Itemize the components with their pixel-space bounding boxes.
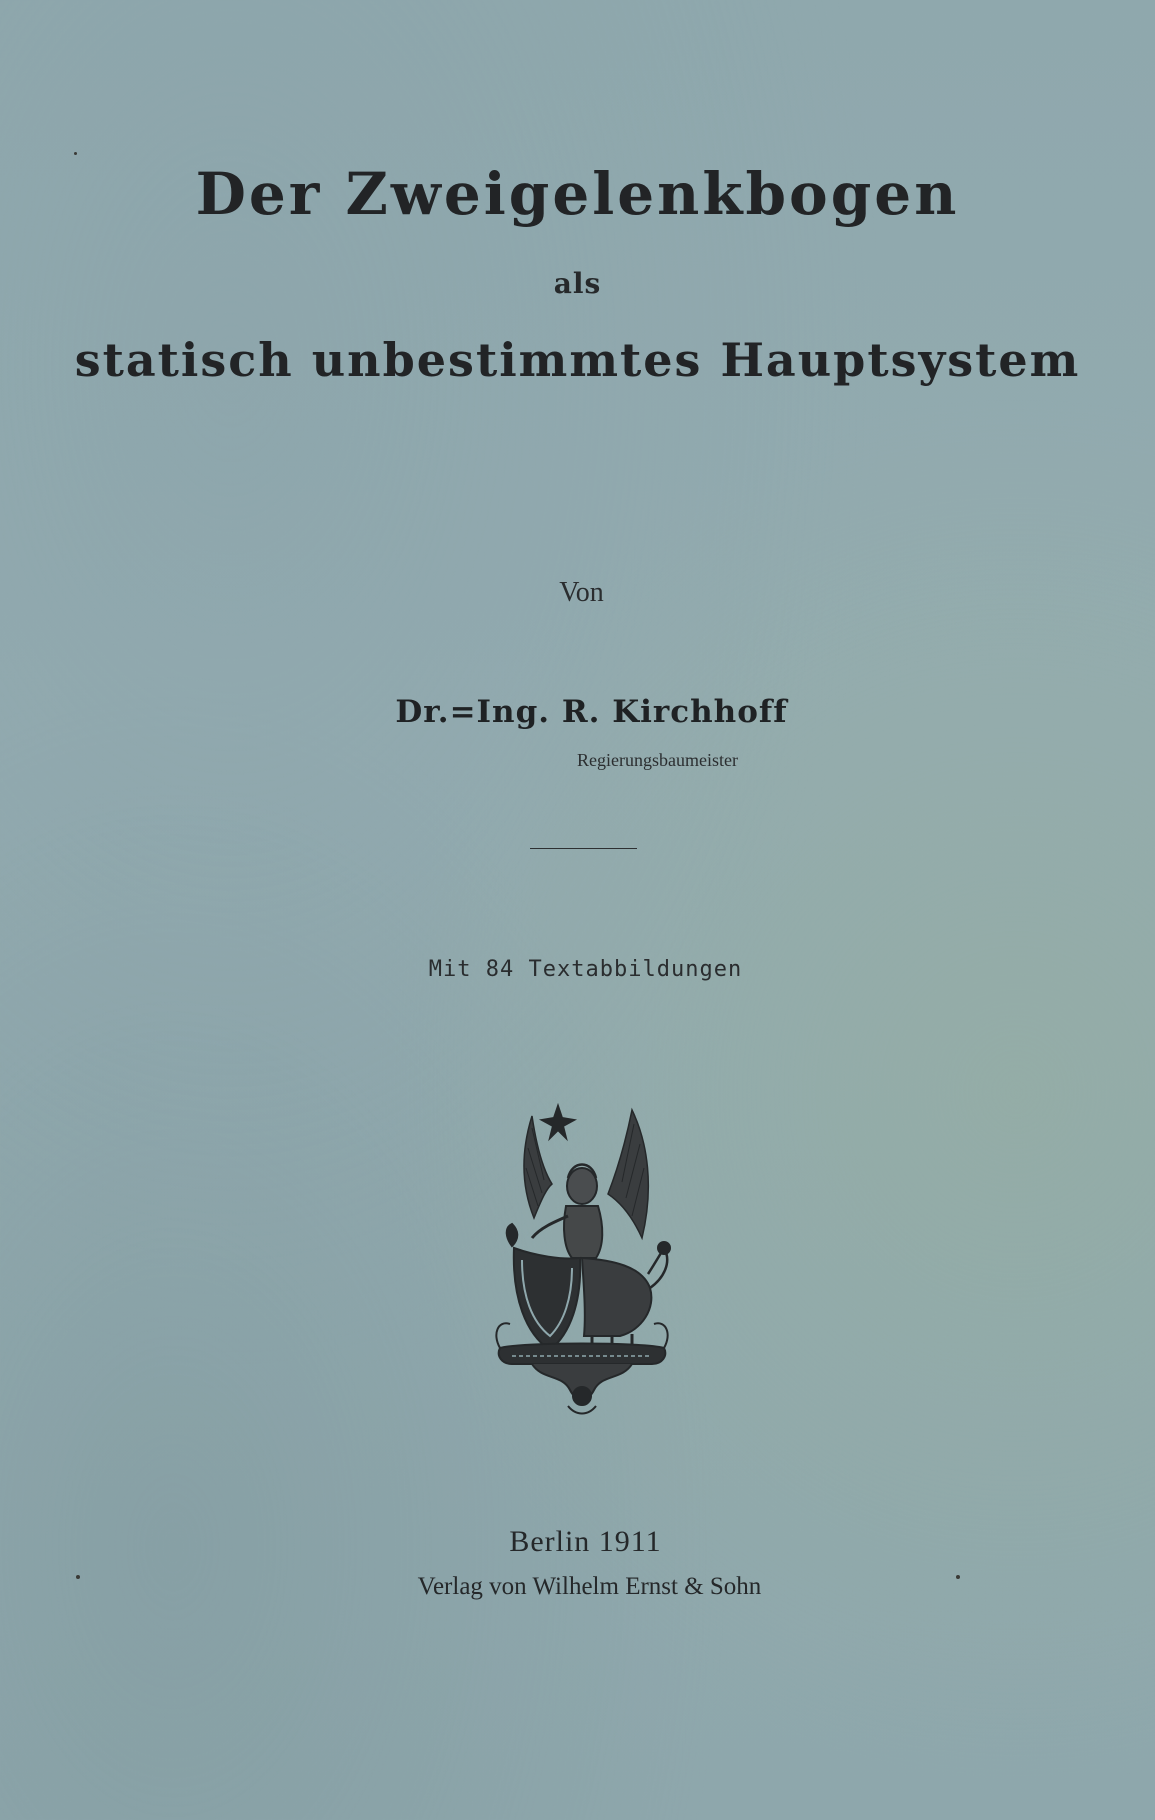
illustrations-note: Mit 84 Textabbildungen: [428, 957, 743, 982]
book-title: Der Zweigelenkbogen: [195, 160, 960, 228]
paper-speck: [956, 1575, 960, 1579]
title-connector: als: [553, 267, 602, 300]
paper-speck: [76, 1575, 80, 1579]
divider-rule: [530, 848, 637, 849]
author-role: Regierungsbaumeister: [577, 750, 738, 770]
book-subtitle: statisch unbestimmtes Hauptsystem: [74, 333, 1081, 387]
place-and-year: Berlin 1911: [509, 1525, 662, 1558]
author-name: Dr.=Ing. R. Kirchhoff: [395, 694, 788, 730]
by-line: Von: [559, 577, 604, 608]
publisher: Verlag von Wilhelm Ernst & Sohn: [417, 1573, 762, 1600]
winged-sphinx-with-star-and-shield-icon: [492, 1098, 672, 1418]
paper-speck: [74, 152, 77, 155]
